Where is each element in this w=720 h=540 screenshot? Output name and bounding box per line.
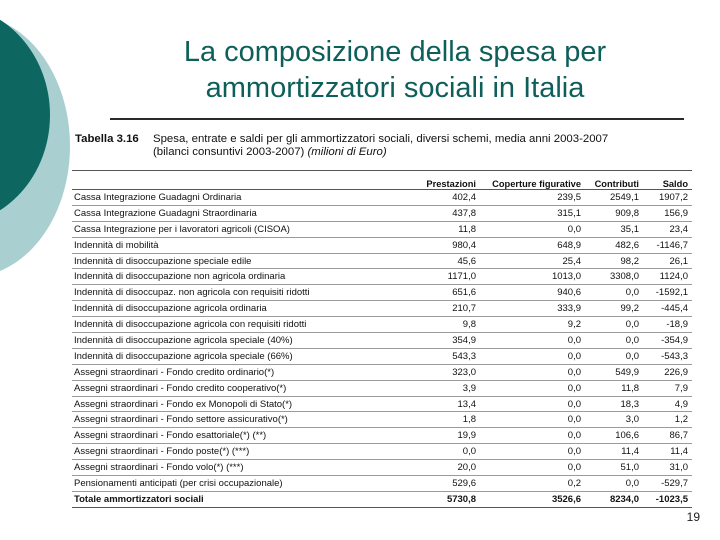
cell-prestazioni: 980,4 xyxy=(407,237,480,253)
row-label: Indennità di disoccupazione agricola speciale (66%) xyxy=(72,348,407,364)
page-number: 19 xyxy=(686,510,700,524)
row-label: Indennità di disoccupazione agricola speciale (40%) xyxy=(72,333,407,349)
cell-coperture: 0,0 xyxy=(480,412,585,428)
cell-coperture: 0,0 xyxy=(480,428,585,444)
row-label: Cassa Integrazione per i lavoratori agricoli (CISOA) xyxy=(72,221,407,237)
row-label: Assegni straordinari - Fondo ex Monopoli di Stato(*) xyxy=(72,396,407,412)
slide-title xyxy=(100,34,690,106)
cell-contributi: 51,0 xyxy=(585,460,643,476)
row-label: Totale ammortizzatori sociali xyxy=(72,491,407,507)
table-number: Tabella 3.16 xyxy=(75,133,139,145)
cell-contributi: 18,3 xyxy=(585,396,643,412)
cell-contributi: 106,6 xyxy=(585,428,643,444)
table-top-rule xyxy=(72,170,692,171)
cell-coperture: 0,0 xyxy=(480,396,585,412)
cell-saldo: 226,9 xyxy=(643,364,692,380)
cell-prestazioni: 11,8 xyxy=(407,221,480,237)
table-row xyxy=(72,253,692,269)
cell-contributi: 3,0 xyxy=(585,412,643,428)
table-row xyxy=(72,190,692,206)
cell-contributi: 0,0 xyxy=(585,476,643,492)
cell-saldo: 156,9 xyxy=(643,205,692,221)
header-prestazioni: Prestazioni xyxy=(407,173,480,190)
header-contributi: Contributi xyxy=(585,173,643,190)
cell-coperture: 648,9 xyxy=(480,237,585,253)
table-row xyxy=(72,380,692,396)
row-label: Assegni straordinari - Fondo volo(*) (***) xyxy=(72,460,407,476)
cell-saldo: 1907,2 xyxy=(643,190,692,206)
cell-prestazioni: 0,0 xyxy=(407,444,480,460)
cell-prestazioni: 437,8 xyxy=(407,205,480,221)
cell-prestazioni: 529,6 xyxy=(407,476,480,492)
cell-coperture: 0,0 xyxy=(480,364,585,380)
cell-contributi: 0,0 xyxy=(585,317,643,333)
table-row xyxy=(72,348,692,364)
row-label: Indennità di disoccupazione non agricola ordinaria xyxy=(72,269,407,285)
cell-coperture: 9,2 xyxy=(480,317,585,333)
cell-prestazioni: 651,6 xyxy=(407,285,480,301)
row-label: Assegni straordinari - Fondo poste(*) (***) xyxy=(72,444,407,460)
header-coperture: Coperture figurative xyxy=(480,173,585,190)
cell-contributi: 35,1 xyxy=(585,221,643,237)
cell-contributi: 909,8 xyxy=(585,205,643,221)
cell-prestazioni: 210,7 xyxy=(407,301,480,317)
row-label: Indennità di disoccupazione speciale edile xyxy=(72,253,407,269)
caption-line-2: (bilanci consuntivi 2003-2007) xyxy=(153,146,305,158)
row-label: Pensionamenti anticipati (per crisi occupazionale) xyxy=(72,476,407,492)
table-row xyxy=(72,301,692,317)
cell-contributi: 0,0 xyxy=(585,333,643,349)
table-total-row xyxy=(72,491,692,507)
cell-coperture: 333,9 xyxy=(480,301,585,317)
cell-prestazioni: 323,0 xyxy=(407,364,480,380)
cell-prestazioni: 354,9 xyxy=(407,333,480,349)
table-row xyxy=(72,237,692,253)
cell-coperture: 0,0 xyxy=(480,221,585,237)
cell-saldo: -529,7 xyxy=(643,476,692,492)
cell-contributi: 3308,0 xyxy=(585,269,643,285)
caption-unit: (milioni di Euro) xyxy=(307,146,387,158)
cell-contributi: 549,9 xyxy=(585,364,643,380)
cell-prestazioni: 19,9 xyxy=(407,428,480,444)
cell-coperture: 940,6 xyxy=(480,285,585,301)
table-header-row xyxy=(72,173,692,190)
row-label: Assegni straordinari - Fondo credito ordinario(*) xyxy=(72,364,407,380)
header-saldo: Saldo xyxy=(643,173,692,190)
table-row xyxy=(72,285,692,301)
cell-saldo: -543,3 xyxy=(643,348,692,364)
cell-prestazioni: 13,4 xyxy=(407,396,480,412)
table-row xyxy=(72,317,692,333)
cell-prestazioni: 1171,0 xyxy=(407,269,480,285)
cell-coperture: 0,0 xyxy=(480,460,585,476)
title-underline xyxy=(110,118,684,120)
row-label: Cassa Integrazione Guadagni Straordinaria xyxy=(72,205,407,221)
cell-coperture: 3526,6 xyxy=(480,491,585,507)
cell-saldo: 7,9 xyxy=(643,380,692,396)
cell-coperture: 0,0 xyxy=(480,348,585,364)
table-row xyxy=(72,476,692,492)
table-row xyxy=(72,221,692,237)
cell-prestazioni: 543,3 xyxy=(407,348,480,364)
table-row xyxy=(72,205,692,221)
table-caption xyxy=(75,133,690,159)
cell-saldo: -445,4 xyxy=(643,301,692,317)
cell-saldo: -1146,7 xyxy=(643,237,692,253)
cell-coperture: 0,0 xyxy=(480,380,585,396)
cell-saldo: 4,9 xyxy=(643,396,692,412)
row-label: Assegni straordinari - Fondo settore assicurativo(*) xyxy=(72,412,407,428)
header-label xyxy=(72,173,407,190)
cell-prestazioni: 9,8 xyxy=(407,317,480,333)
cell-saldo: -1592,1 xyxy=(643,285,692,301)
cell-contributi: 11,4 xyxy=(585,444,643,460)
cell-contributi: 99,2 xyxy=(585,301,643,317)
cell-contributi: 8234,0 xyxy=(585,491,643,507)
row-label: Cassa Integrazione Guadagni Ordinaria xyxy=(72,190,407,206)
table-row xyxy=(72,460,692,476)
row-label: Indennità di disoccupaz. non agricola con requisiti ridotti xyxy=(72,285,407,301)
table-row xyxy=(72,269,692,285)
table-row xyxy=(72,412,692,428)
title-line-2: ammortizzatori sociali in Italia xyxy=(205,72,585,104)
cell-coperture: 25,4 xyxy=(480,253,585,269)
cell-coperture: 239,5 xyxy=(480,190,585,206)
cell-contributi: 0,0 xyxy=(585,348,643,364)
cell-coperture: 0,0 xyxy=(480,333,585,349)
cell-prestazioni: 402,4 xyxy=(407,190,480,206)
cell-saldo: -354,9 xyxy=(643,333,692,349)
cell-saldo: 31,0 xyxy=(643,460,692,476)
table-row xyxy=(72,444,692,460)
cell-contributi: 98,2 xyxy=(585,253,643,269)
table-row xyxy=(72,396,692,412)
caption-line-1: Spesa, entrate e saldi per gli ammortizzatori sociali, diversi schemi, media anni 2003-2007 xyxy=(153,133,609,145)
data-table xyxy=(72,173,692,508)
cell-coperture: 1013,0 xyxy=(480,269,585,285)
cell-saldo: 1124,0 xyxy=(643,269,692,285)
row-label: Indennità di disoccupazione agricola ordinaria xyxy=(72,301,407,317)
cell-prestazioni: 3,9 xyxy=(407,380,480,396)
cell-prestazioni: 1,8 xyxy=(407,412,480,428)
cell-coperture: 0,0 xyxy=(480,444,585,460)
cell-contributi: 11,8 xyxy=(585,380,643,396)
cell-saldo: 11,4 xyxy=(643,444,692,460)
table-row xyxy=(72,333,692,349)
row-label: Assegni straordinari - Fondo esattoriale(*) (**) xyxy=(72,428,407,444)
table-row xyxy=(72,428,692,444)
decorative-circles xyxy=(0,0,80,300)
cell-contributi: 482,6 xyxy=(585,237,643,253)
cell-saldo: -18,9 xyxy=(643,317,692,333)
title-line-1: La composizione della spesa per xyxy=(183,36,607,68)
cell-saldo: 23,4 xyxy=(643,221,692,237)
cell-coperture: 315,1 xyxy=(480,205,585,221)
cell-contributi: 2549,1 xyxy=(585,190,643,206)
cell-coperture: 0,2 xyxy=(480,476,585,492)
cell-saldo: 86,7 xyxy=(643,428,692,444)
table-row xyxy=(72,364,692,380)
cell-saldo: -1023,5 xyxy=(643,491,692,507)
row-label: Indennità di mobilità xyxy=(72,237,407,253)
cell-saldo: 26,1 xyxy=(643,253,692,269)
cell-prestazioni: 5730,8 xyxy=(407,491,480,507)
row-label: Indennità di disoccupazione agricola con requisiti ridotti xyxy=(72,317,407,333)
cell-contributi: 0,0 xyxy=(585,285,643,301)
cell-saldo: 1,2 xyxy=(643,412,692,428)
cell-prestazioni: 45,6 xyxy=(407,253,480,269)
row-label: Assegni straordinari - Fondo credito cooperativo(*) xyxy=(72,380,407,396)
cell-prestazioni: 20,0 xyxy=(407,460,480,476)
